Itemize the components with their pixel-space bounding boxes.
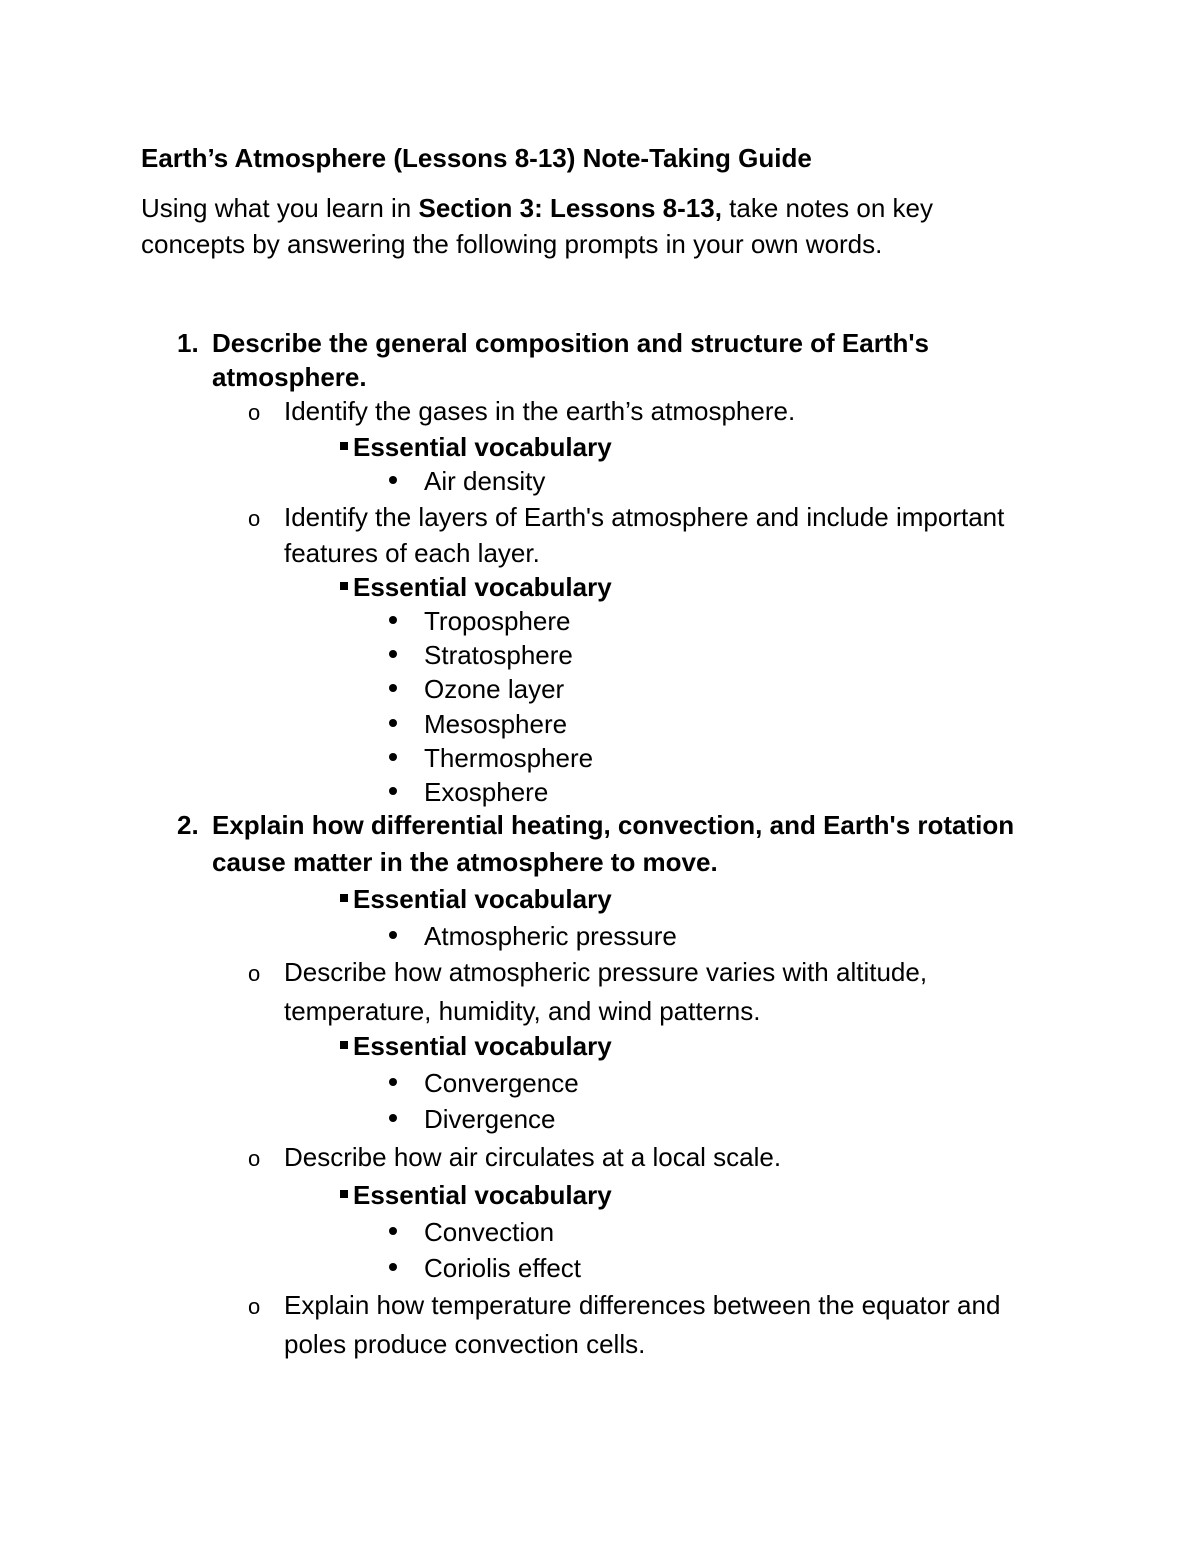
vocab-term-convection: Convection	[424, 1217, 555, 1247]
vocab-term-coriolis-effect: Coriolis effect	[424, 1253, 582, 1283]
dot-bullet-icon	[389, 650, 397, 658]
dot-bullet-icon	[389, 753, 397, 761]
square-bullet-icon	[340, 1041, 348, 1049]
vocab-term-convergence: Convergence	[424, 1068, 579, 1098]
vocab-term-divergence: Divergence	[424, 1104, 556, 1134]
question-1-number: 1.	[177, 328, 199, 358]
dot-bullet-icon	[389, 1114, 397, 1122]
q2-subprompt-3-line-1: Explain how temperature differences between the equator and	[284, 1290, 1001, 1320]
intro-line-1	[141, 195, 933, 221]
vocab-term-atmospheric-pressure: Atmospheric pressure	[424, 921, 677, 951]
q1-vocab-label-2: Essential vocabulary	[353, 572, 612, 602]
dot-bullet-icon	[389, 616, 397, 624]
circle-bullet-icon: o	[248, 1294, 261, 1319]
q2-vocab-label-2: Essential vocabulary	[353, 1031, 612, 1061]
intro-text-before: Using what you learn in	[141, 193, 419, 223]
question-1-line-2: atmosphere.	[212, 362, 367, 392]
q2-subprompt-1-line-2: temperature, humidity, and wind patterns.	[284, 996, 761, 1026]
intro-text-after: take notes on key	[721, 193, 933, 223]
q1-subprompt-2-line-1: Identify the layers of Earth's atmosphere and include important	[284, 502, 1005, 532]
intro-line-2: concepts by answering the following prompts in your own words.	[141, 229, 883, 259]
dot-bullet-icon	[389, 476, 397, 484]
question-2-number: 2.	[177, 810, 199, 840]
vocab-term-thermosphere: Thermosphere	[424, 743, 594, 773]
q1-subprompt-1: Identify the gases in the earth’s atmosphere.	[284, 396, 796, 426]
dot-bullet-icon	[389, 931, 397, 939]
question-1-line-1: Describe the general composition and structure of Earth's	[212, 328, 930, 358]
circle-bullet-icon: o	[248, 1146, 261, 1171]
circle-bullet-icon: o	[248, 506, 261, 531]
circle-bullet-icon: o	[248, 961, 261, 986]
square-bullet-icon	[340, 894, 348, 902]
dot-bullet-icon	[389, 787, 397, 795]
dot-bullet-icon	[389, 1227, 397, 1235]
vocab-term-mesosphere: Mesosphere	[424, 709, 568, 739]
q2-vocab-label-3: Essential vocabulary	[353, 1180, 612, 1210]
q2-subprompt-2: Describe how air circulates at a local scale.	[284, 1142, 782, 1172]
dot-bullet-icon	[389, 1078, 397, 1086]
circle-bullet-icon: o	[248, 400, 261, 425]
q1-vocab-label-1: Essential vocabulary	[353, 432, 612, 462]
square-bullet-icon	[340, 442, 348, 450]
square-bullet-icon	[340, 582, 348, 590]
q2-subprompt-3-line-2: poles produce convection cells.	[284, 1329, 646, 1359]
square-bullet-icon	[340, 1190, 348, 1198]
question-2-line-2: cause matter in the atmosphere to move.	[212, 847, 718, 877]
vocab-term-ozone-layer: Ozone layer	[424, 674, 565, 704]
q2-subprompt-1-line-1: Describe how atmospheric pressure varies with altitude,	[284, 957, 928, 987]
question-2-line-1: Explain how differential heating, convection, and Earth's rotation	[212, 810, 1015, 840]
vocab-term-troposphere: Troposphere	[424, 606, 571, 636]
q2-vocab-label-1: Essential vocabulary	[353, 884, 612, 914]
q1-subprompt-2-line-2: features of each layer.	[284, 538, 540, 568]
page-title: Earth’s Atmosphere (Lessons 8-13) Note-Taking Guide	[141, 143, 812, 173]
vocab-term-exosphere: Exosphere	[424, 777, 549, 807]
dot-bullet-icon	[389, 684, 397, 692]
dot-bullet-icon	[389, 719, 397, 727]
vocab-term-air-density: Air density	[424, 466, 546, 496]
dot-bullet-icon	[389, 1263, 397, 1271]
vocab-term-stratosphere: Stratosphere	[424, 640, 573, 670]
intro-section-ref: Section 3: Lessons 8-13,	[418, 193, 722, 223]
